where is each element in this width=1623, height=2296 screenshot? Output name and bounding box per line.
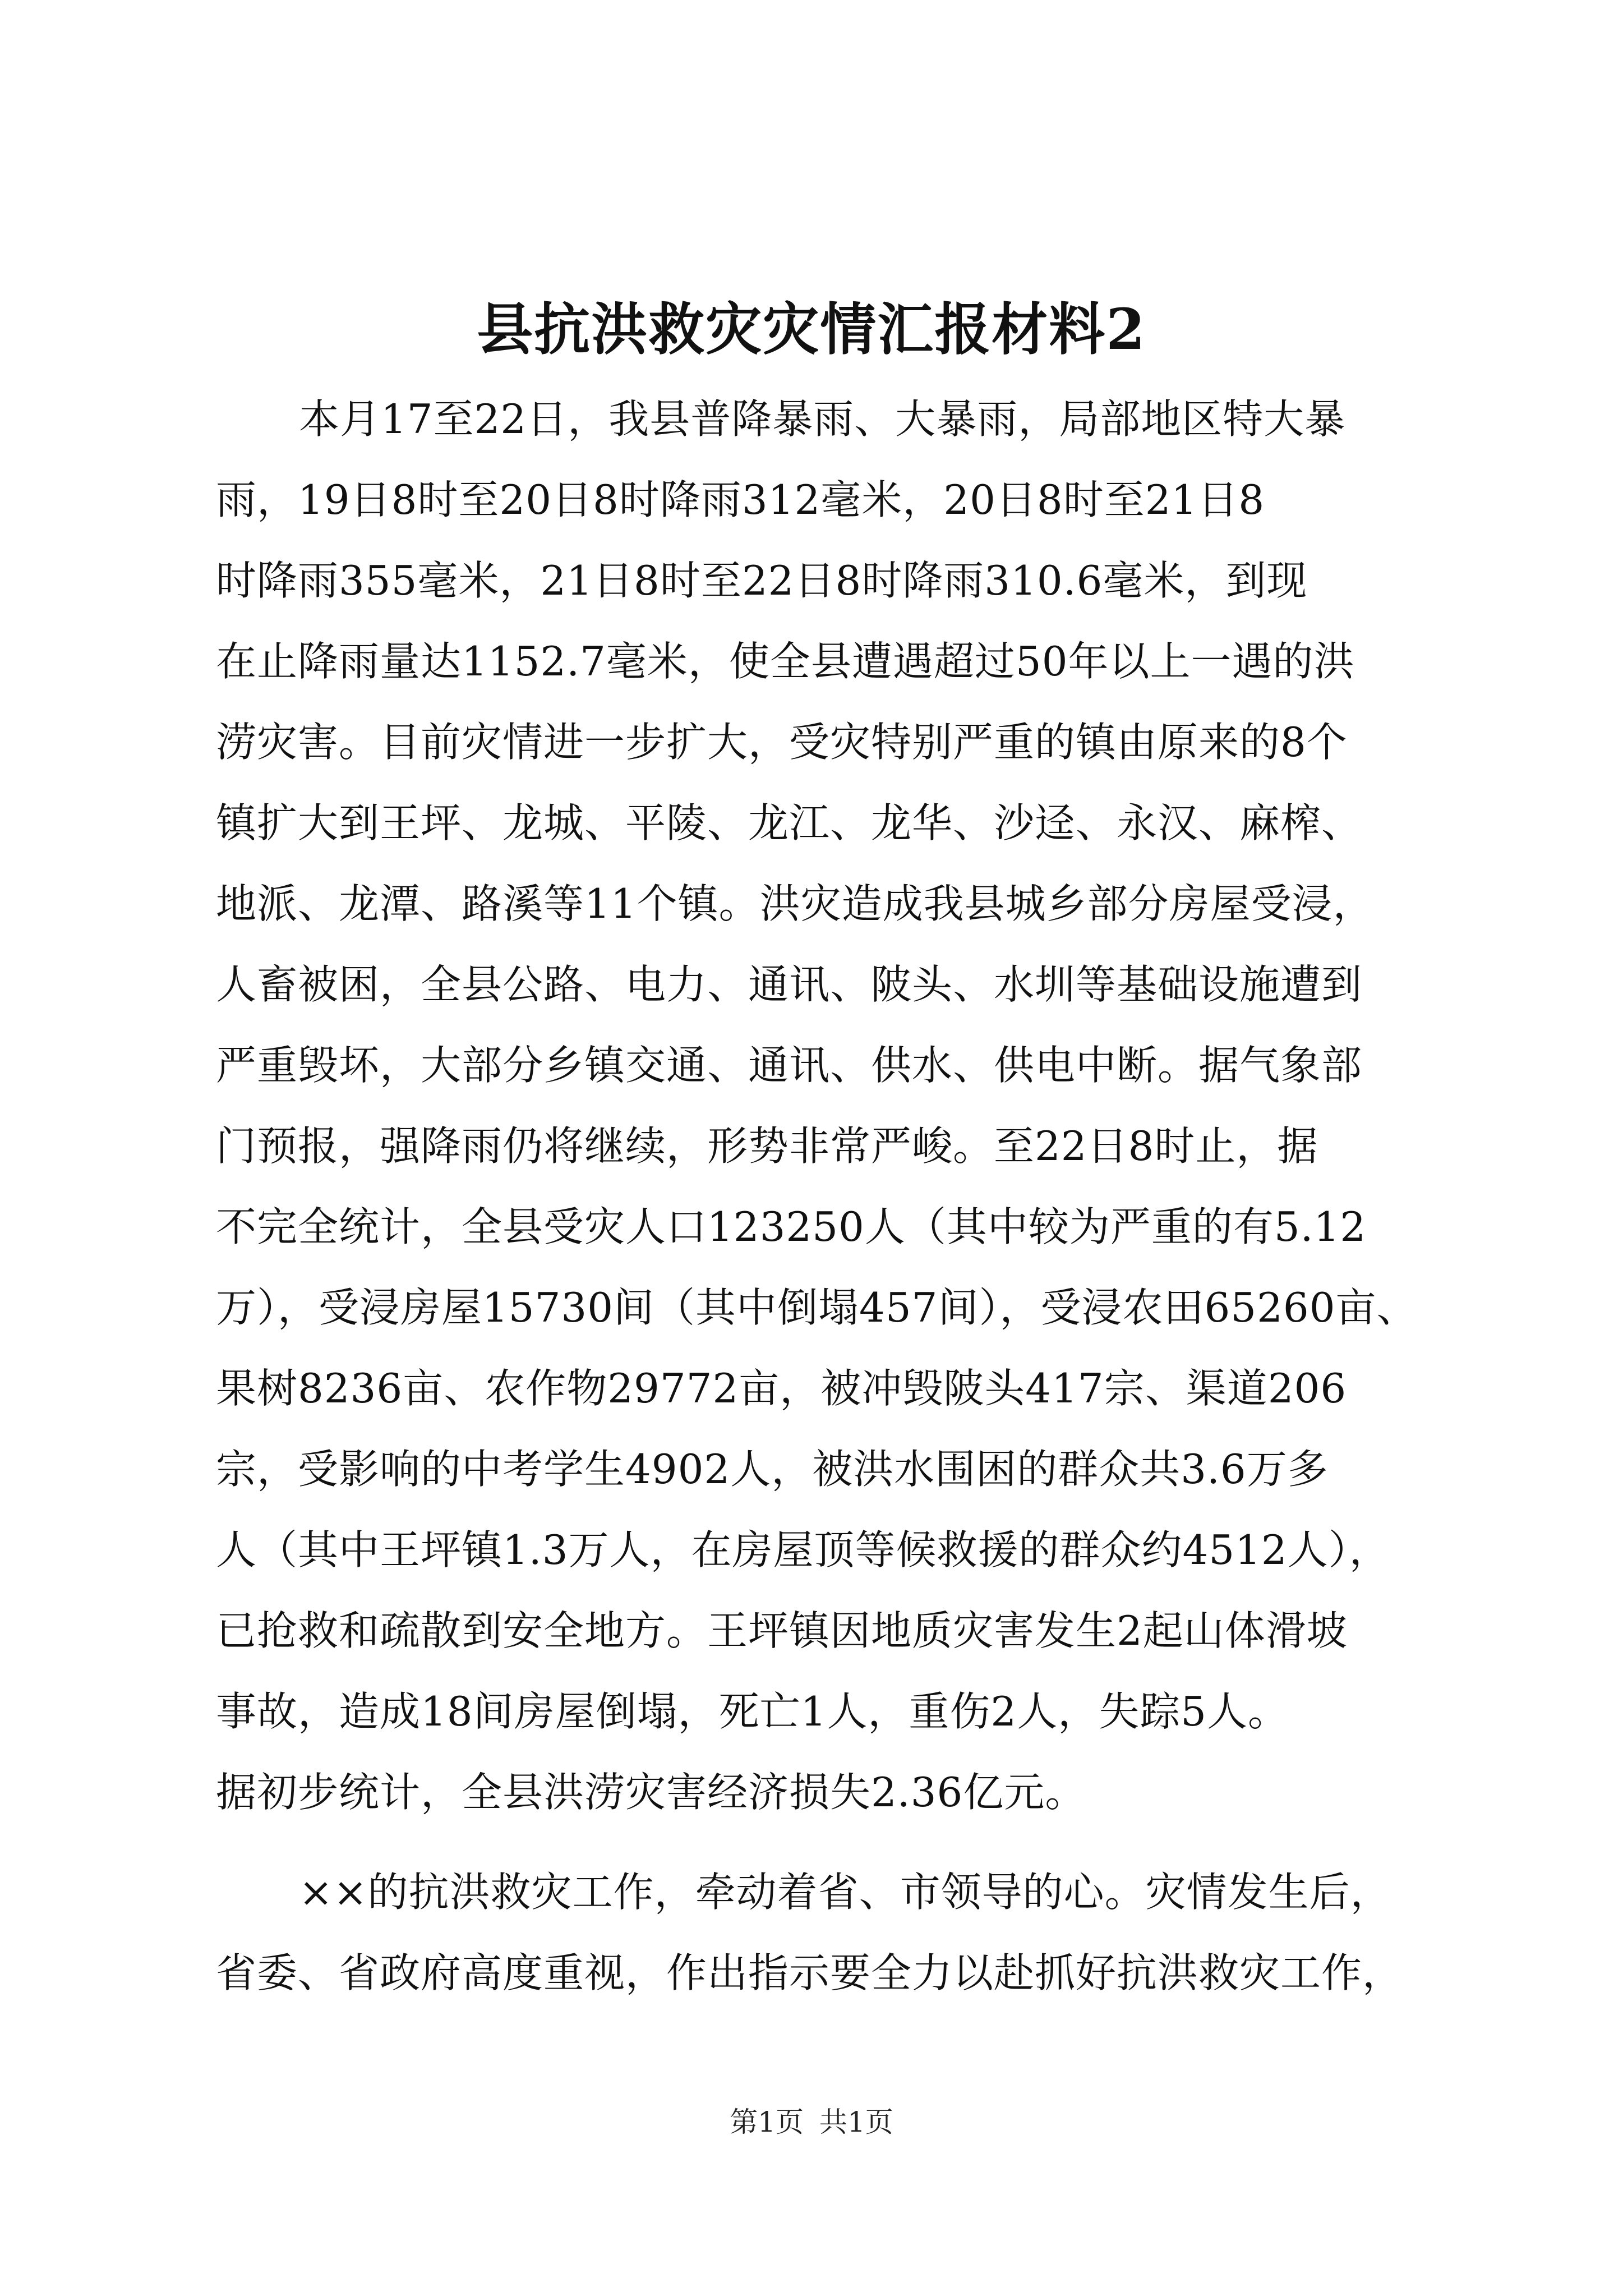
text-line: 涝灾害。目前灾情进一步扩大，受灾特别严重的镇由原来的8个 xyxy=(216,719,1348,766)
text-line: 门预报，强降雨仍将继续，形势非常严峻。至22日8时止，据 xyxy=(216,1122,1318,1170)
text-line: 事故，造成18间房屋倒塌，死亡1人，重伤2人，失踪5人。 xyxy=(216,1688,1289,1735)
text-line: 在止降雨量达1152.7毫米，使全县遭遇超过50年以上一遇的洪 xyxy=(216,638,1355,685)
text-line: 宗，受影响的中考学生4902人，被洪水围困的群众共3.6万多 xyxy=(216,1446,1329,1493)
page-total: 共1页 xyxy=(819,2106,893,2138)
text-line: 果树8236亩、农作物29772亩，被冲毁陂头417宗、渠道206 xyxy=(216,1365,1347,1412)
document-title: 县抗洪救灾灾情汇报材料2 xyxy=(477,296,1146,362)
text-line: ××的抗洪救灾工作，牵动着省、市领导的心。灾情发生后， xyxy=(299,1869,1391,1916)
text-line: 已抢救和疏散到安全地方。王坪镇因地质灾害发生2起山体滑坡 xyxy=(216,1607,1348,1654)
document-body xyxy=(216,379,1427,2013)
text-line: 地派、龙潭、路溪等11个镇。洪灾造成我县城乡部分房屋受浸， xyxy=(216,880,1374,927)
text-line: 省委、省政府高度重视，作出指示要全力以赴抓好抗洪救灾工作， xyxy=(216,1949,1404,1996)
text-line: 人（其中王坪镇1.3万人，在房屋顶等候救援的群众约4512人）， xyxy=(216,1526,1390,1573)
paragraph-2 xyxy=(216,1852,1427,2013)
text-line: 万），受浸房屋15730间（其中倒塌457间），受浸农田65260亩、 xyxy=(216,1284,1418,1331)
text-line: 据初步统计，全县洪涝灾害经济损失2.36亿元。 xyxy=(216,1769,1086,1816)
page-number: 第1页 xyxy=(730,2106,804,2138)
text-line: 不完全统计，全县受灾人口123250人（其中较为严重的有5.12 xyxy=(216,1203,1367,1250)
text-line: 时降雨355毫米，21日8时至22日8时降雨310.6毫米，到现 xyxy=(216,557,1308,604)
text-line: 严重毁坏，大部分乡镇交通、通讯、供水、供电中断。据气象部 xyxy=(216,1042,1363,1089)
text-line: 本月17至22日，我县普降暴雨、大暴雨，局部地区特大暴 xyxy=(299,395,1346,443)
paragraph-1 xyxy=(216,379,1427,1833)
paragraph-spacer xyxy=(216,1833,1427,1852)
text-line: 雨，19日8时至20日8时降雨312毫米，20日8时至21日8 xyxy=(216,476,1265,523)
page-footer xyxy=(0,2102,1623,2142)
text-line: 镇扩大到王坪、龙城、平陵、龙江、龙华、沙迳、永汉、麻榨、 xyxy=(216,799,1363,846)
text-line: 人畜被困，全县公路、电力、通讯、陂头、水圳等基础设施遭到 xyxy=(216,961,1363,1008)
